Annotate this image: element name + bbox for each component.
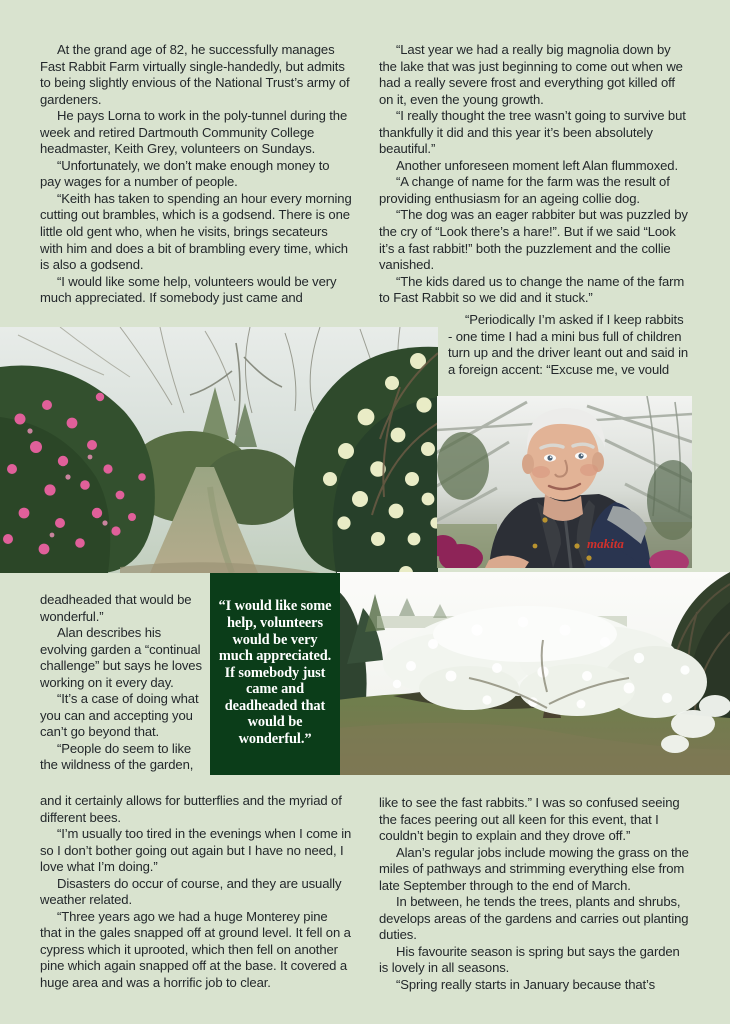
- paragraph: “I really thought the tree wasn’t going to survive but thankfully it did and this year it’s been absolutely beautiful.”: [379, 108, 686, 157]
- paragraph: “It’s a case of doing what you can and accepting you can’t go beyond that.: [40, 691, 199, 740]
- paragraph: “I would like some help, volunteers would be very much appreciated. If somebody just came and: [40, 273, 337, 306]
- column-left-middle: [40, 592, 206, 774]
- paragraph: “The kids dared us to change the name of the farm to Fast Rabbit so we did and it stuck.”: [379, 273, 685, 306]
- paragraph: “Keith has taken to spending an hour every morning cutting out brambles, which is a godsend. There is one little old gent who, when he visits, brings secateurs with him and does a bit of brambling every time, which is also a godsend.: [40, 190, 352, 273]
- paragraph: “Spring really starts in January because that’s: [396, 977, 656, 993]
- photo-blossom-tree: [337, 572, 730, 775]
- column-right-top: [379, 42, 691, 307]
- paragraph: “I’m usually too tired in the evenings when I come in so I don’t bother going out again but I have no need, I love what I’m doing.”: [40, 826, 352, 875]
- alan-portrait-illustration: [437, 396, 692, 568]
- column-left-lower: [40, 793, 352, 992]
- paragraph: Another unforeseen moment left Alan flummoxed.: [396, 157, 678, 173]
- paragraph: “Periodically I’m asked if I keep rabbits - one time I had a mini bus full of children turn up and the driver leant out and said in a foreign accent: “Excuse me, ve vould: [448, 312, 689, 377]
- pull-quote-box: [210, 573, 340, 775]
- paragraph: “A change of name for the farm was the result of providing enthusiasm for an ageing collie dog.: [379, 174, 670, 206]
- paragraph: “Three years ago we had a huge Monterey pine that in the gales snapped off at ground level. It fell on a cypress which it uprooted, which then fell on another pine which again snapped off at the base. It covered a huge area and was a horrific job to clear.: [40, 908, 351, 991]
- paragraph: “People do seem to like the wildness of the garden,: [40, 740, 194, 773]
- paragraph: Alan’s regular jobs include mowing the grass on the miles of pathways and strimming everything else from late September through to the end of March.: [379, 844, 689, 893]
- paragraph: like to see the fast rabbits.” I was so confused seeing the faces peering out all keen for this event, that I couldn’t begin to explain and they drove off.”: [379, 795, 680, 844]
- paragraph: “The dog was an eager rabbiter but was puzzled by the cry of “Look there’s a hare!”. But if we said “Look it’s a fast rabbit!” both the puzzlement and the collie vanished.: [379, 207, 688, 273]
- column-right-wrapped: [448, 312, 691, 378]
- photo-alan-portrait: [437, 396, 692, 568]
- paragraph: In between, he tends the trees, plants and shrubs, develops areas of the gardens and carries out planting duties.: [379, 894, 689, 943]
- paragraph: deadheaded that would be wonderful.”: [40, 592, 192, 624]
- paragraph: His favourite season is spring but says the garden is lovely in all seasons.: [379, 943, 680, 976]
- makita-logo-text: makita: [587, 536, 624, 551]
- pull-quote-text: “I would like some help, volunteers would be very much appreciated. If somebody just came and deadheaded that would be wonderful.”: [218, 598, 332, 748]
- paragraph: Disasters do occur of course, and they are usually weather related.: [40, 875, 342, 908]
- paragraph: and it certainly allows for butterflies and the myriad of different bees.: [40, 793, 342, 825]
- column-right-lower: [379, 795, 691, 994]
- paragraph: “Last year we had a really big magnolia down by the lake that was just beginning to come out when we had a really severe frost and everything got killed off on it, even the young growth.: [379, 42, 683, 107]
- garden-path-illustration: [0, 327, 438, 573]
- paragraph: At the grand age of 82, he successfully manages Fast Rabbit Farm virtually single-handedly, but admits to being slightly envious of the National Trust’s army of gardeners.: [40, 42, 350, 107]
- paragraph: He pays Lorna to work in the poly-tunnel during the week and retired Dartmouth Community College headmaster, Keith Grey, volunteers on Sundays.: [40, 108, 348, 157]
- column-left-top: [40, 42, 352, 307]
- blossom-tree-illustration: [337, 572, 730, 775]
- paragraph: “Unfortunately, we don’t make enough money to pay wages for a number of people.: [40, 157, 330, 190]
- photo-garden-path: [0, 327, 438, 573]
- paragraph: Alan describes his evolving garden a “continual challenge” but says he loves working on it every day.: [40, 625, 202, 690]
